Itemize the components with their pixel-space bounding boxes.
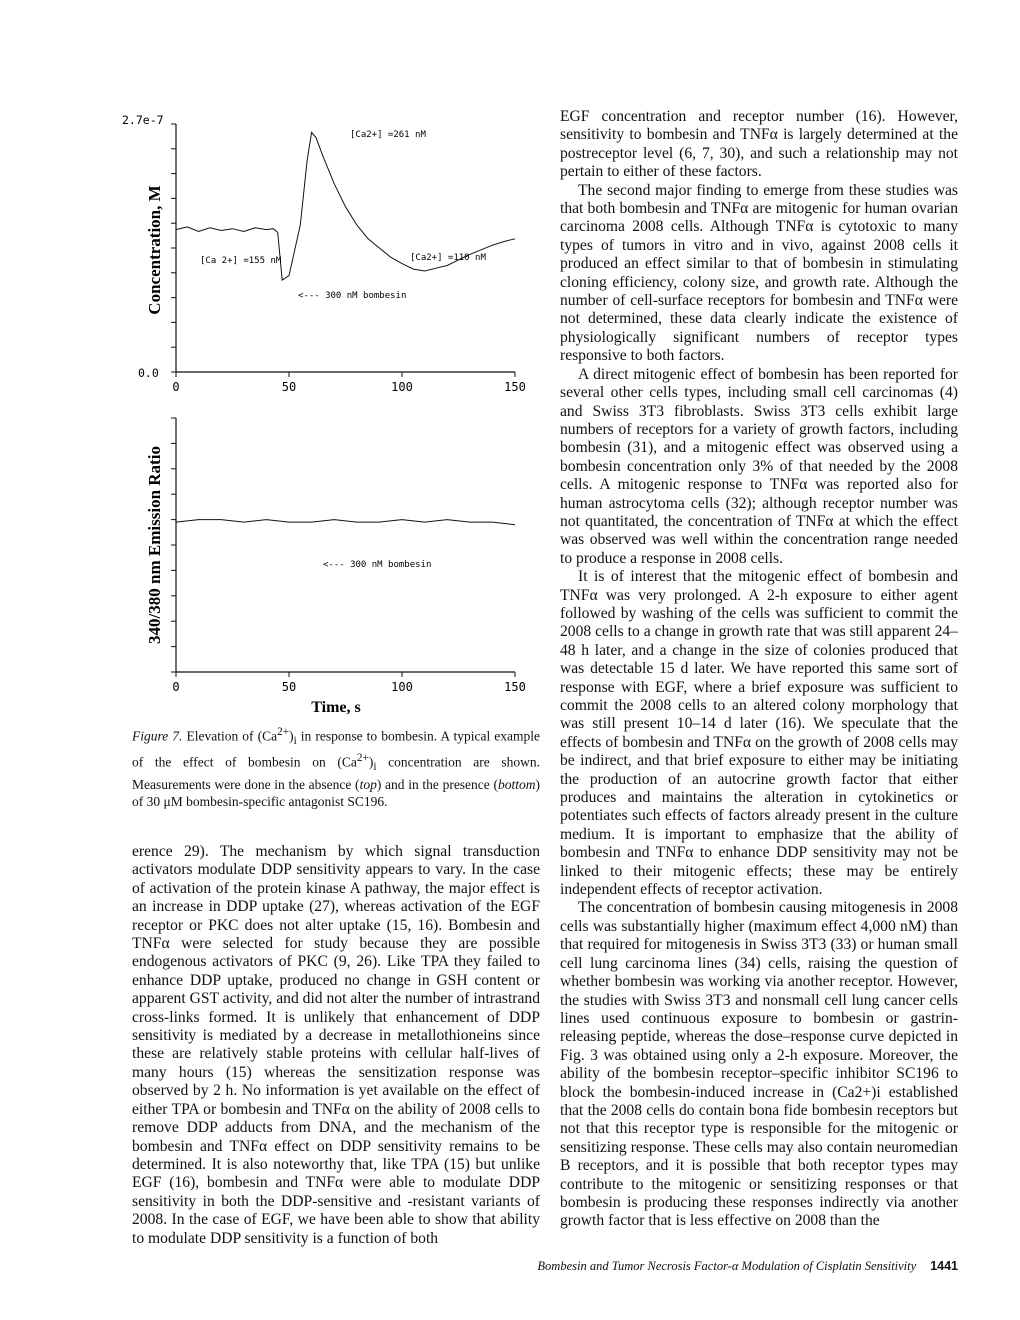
right-paragraph-2: The second major finding to emerge from these studies was that both bombesin and TNFα are mitogenic for human ovarian carcinoma 2008 cells. Although TNFα is cytotoxic to many types of tumors in vitro and in vivo, against 2008 cells it produced an effect similar to that of bombesin in stimulating cloning efficiency, colony size, and growth rate. Although the number of cell-surface receptors for bombesin and TNFα were not determined, these data clearly indicate the existence of physiologically significant numbers of receptor types responsive to both factors. <box>560 181 958 365</box>
running-title: Bombesin and Tumor Necrosis Factor-α Modulation of Cisplatin Sensitivity <box>537 1259 917 1273</box>
annotation-top-arrow: <--- 300 nM bombesin <box>298 291 407 301</box>
figure-caption <box>132 724 540 810</box>
bottom-x-tick-label: 50 <box>281 680 297 694</box>
right-text-column <box>560 108 958 1231</box>
annotation-baseline: [Ca 2+] =155 nM <box>200 256 282 266</box>
top-x-tick-label: 50 <box>281 380 297 394</box>
bottom-y-axis-label: 340/380 nm Emission Ratio <box>145 446 164 644</box>
bottom-x-ticks <box>172 672 525 694</box>
bottom-x-tick-label: 150 <box>504 680 526 694</box>
bottom-x-tick-label: 0 <box>172 680 180 694</box>
figure-7 <box>118 100 528 720</box>
caption-italic-2: bottom <box>497 777 536 793</box>
bottom-series-line <box>176 520 515 525</box>
bottom-x-tick-label: 100 <box>391 680 413 694</box>
left-paragraph-1: erence 29). The mechanism by which signal transduction activators modulate DDP sensitivity appears to vary. In the case of activation of the protein kinase A pathway, the major effect is an increase in DDP uptake (27), whereas activation of the EGF receptor or PKC does not alter uptake (15, 16). Bombesin and TNFα were selected for study because they are possible endogenous activators of PKC (9, 26). Like TPA they failed to enhance DDP uptake, produced no change in GSH content or apparent GST activity, and did not alter the number of intrastrand cross-links formed. It is unlikely that enhancement of DDP sensitivity is mediated by a decrease in metallothioneins since these are relatively stable proteins with cellular half-lives of many hours (15) whereas the sensitization response was observed by 2 h. No information is yet available on the effect of either TPA or bombesin and TNFα on the ability of 2008 cells to remove DDP adducts from DNA, and the mechanism of the bombesin and TNFα effect on DDP sensitivity remains to be determined. It is also noteworthy that, like TPA (15) but unlike EGF (16), bombesin and TNFα were able to modulate DDP sensitivity in both the DDP-sensitive and -resistant variants of 2008. In the case of EGF, we have been able to show that ability to modulate DDP sensitivity is a function of both <box>132 843 540 1247</box>
caption-italic-1: top <box>359 777 377 793</box>
bottom-panel <box>145 418 526 716</box>
right-paragraph-3: A direct mitogenic effect of bombesin has been reported for several other cells types, including small cell carcinomas (4) and Swiss 3T3 fibroblasts. Swiss 3T3 cells exhibit large numbers of receptors for a variety of growth factors, including bombesin (31), and a mitogenic effect was observed using a bombesin concentration only 3% of that needed by the 2008 cells. A mitogenic response to TNFα was reported also for human astrocytoma cells (32); although receptor number was not quantitated, the concentration of TNFα at which the effect was observed was well within the concentration range needed to produce a response in 2008 cells. <box>560 365 958 567</box>
top-x-tick-label: 0 <box>172 380 180 394</box>
right-paragraph-1: EGF concentration and receptor number (16). However, sensitivity to bombesin and TNFα is largely determined at the postreceptor level (6, 7, 30), and such a relationship may not pertain to either of these factors. <box>560 108 958 181</box>
top-y-min-label: 0.0 <box>138 366 159 380</box>
top-panel <box>122 113 526 394</box>
caption-sup-1: 2+ <box>277 726 290 738</box>
caption-text-1: Elevation of (Ca <box>186 728 278 744</box>
caption-text-7: ) of 30 μM bombesin-specific antagonist SC196. <box>132 777 540 810</box>
bottom-x-axis-label: Time, s <box>311 699 361 716</box>
left-text-column <box>132 843 540 1248</box>
right-paragraph-4: It is of interest that the mitogenic effect of bombesin and TNFα was very prolonged. A 2-h exposure to either agent followed by washing of the cells was sufficient to commit the 2008 cells to a change in growth rate that was still apparent 24–48 h later, and a change in the size of colonies produced that was detectable 15 d later. We have reported this same sort of response with EGF, where a brief exposure was sufficient to commit the 2008 cells to an altered colony morphology that was still present 10–14 d later (16). We speculate that the effects of bombesin and TNFα on the growth of 2008 cells may be indirect, and that brief exposure to either may be initiating the production of an autocrine growth factor that either produces and maintains the alteration in cytokinetics or potentiates such effects of factors already present in the culture medium. It is important to emphasize that the ability of bombesin and TNFα to enhance DDP sensitivity may not be linked to their mitogenic effects; these may be entirely independent effects of receptor activation. <box>560 568 958 899</box>
top-x-ticks <box>172 372 525 394</box>
top-x-tick-label: 150 <box>504 380 526 394</box>
caption-text-5: concentration are shown. Measurements were done in the absence ( <box>132 754 540 793</box>
annotation-bottom-arrow: <--- 300 nM bombesin <box>323 560 432 570</box>
caption-text-2: ) <box>289 728 294 744</box>
page-number: 1441 <box>930 1259 958 1273</box>
caption-text-4: ) <box>368 754 374 770</box>
annotation-peak: [Ca2+] =261 nM <box>350 130 426 140</box>
caption-text-3: in response to bombesin. A typical example of the effect of bombesin on (Ca <box>132 728 540 770</box>
top-x-tick-label: 100 <box>391 380 413 394</box>
caption-sub-2: i <box>373 761 377 774</box>
annotation-plateau: [Ca2+] =110 nM <box>410 253 486 263</box>
caption-text-6: ) and in the presence ( <box>376 777 498 793</box>
caption-sub-1: i <box>293 735 297 748</box>
top-y-max-label: 2.7e-7 <box>122 113 164 127</box>
caption-label: Figure 7. <box>132 728 183 744</box>
top-y-ticks <box>171 124 176 372</box>
top-y-axis-label: Concentration, M <box>145 185 164 315</box>
caption-sup-2: 2+ <box>356 752 369 765</box>
page-footer <box>470 1259 958 1274</box>
figure-7-svg <box>118 100 528 720</box>
bottom-y-ticks <box>171 418 176 672</box>
right-paragraph-5: The concentration of bombesin causing mitogenesis in 2008 cells was substantially higher (maximum effect 4,000 nM) than that required for mitogenesis in Swiss 3T3 (33) or human small cell lung carcinoma lines (34) cells, raising the question of whether bombesin was working via another receptor. However, the studies with Swiss 3T3 and nonsmall cell lung cancer cells lines used continuous exposure to bombesin or gastrin-releasing peptide, whereas the dose–response curve depicted in Fig. 3 was obtained using only a 2-h exposure. Moreover, the ability of the bombesin receptor–specific inhibitor SC196 to block the bombesin-induced increase in (Ca2+)i established that the 2008 cells do contain bona fide bombesin receptors but not that this receptor type is responsible for the mitogenic or sensitizing response. These cells may also contain neuromedian B receptors, and it is possible that both receptor types may contribute to the mitogenic or sensitizing responses or that bombesin is producing these responses indirectly via another growth factor that is less effective on 2008 than the <box>560 899 958 1230</box>
